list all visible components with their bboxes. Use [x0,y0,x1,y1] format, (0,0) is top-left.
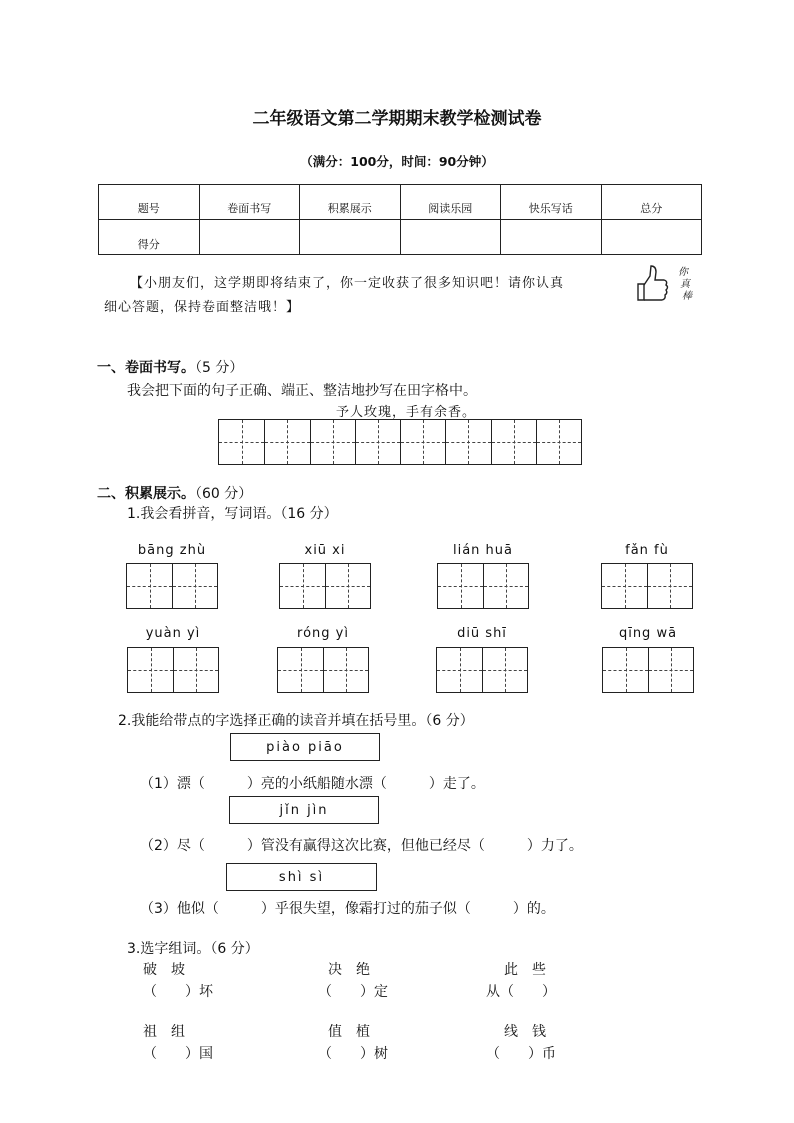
word-grid[interactable] [602,647,694,693]
char-pair: 祖 组 [143,1024,185,1040]
intro-line-1: 【小朋友们，这学期即将结束了，你一定收获了很多知识吧！请你认真 [130,276,565,291]
pinyin-label: fǎn fù [625,543,669,558]
copy-sentence: 予人玫瑰，手有余香。 [336,405,477,420]
tianzige-row[interactable] [218,419,582,465]
tianzige-cell[interactable] [445,420,490,464]
score-cell[interactable] [501,220,602,255]
tianzige-cell[interactable] [647,564,692,608]
table-header-cell: 快乐写话 [501,185,602,220]
tianzige-cell[interactable] [280,564,325,608]
table-header-cell: 阅读乐园 [400,185,501,220]
tianzige-cell[interactable] [437,648,482,692]
q2-sentence-2: （2）尽（ ）管没有赢得这次比赛，但他已经尽（ ）力了。 [140,838,583,854]
section-2-heading [97,483,252,503]
pinyin-label: xiū xi [304,543,346,558]
pronunciation-options: jǐn jìn [229,796,379,824]
score-cell[interactable] [300,220,401,255]
score-cell[interactable] [601,220,702,255]
char-pair: 此 些 [504,962,546,978]
score-table-row [99,220,702,255]
tianzige-cell[interactable] [278,648,323,692]
table-header-cell: 题号 [99,185,200,220]
tianzige-cell[interactable] [219,420,264,464]
pinyin-label: lián huā [452,543,513,558]
char-pair: 决 绝 [328,962,370,978]
tianzige-cell[interactable] [491,420,536,464]
tianzige-cell[interactable] [173,648,218,692]
fill-phrase: （ ）定 [318,984,388,1000]
table-header-cell: 积累展示 [300,185,401,220]
badge-char: 你 [678,267,688,278]
q2-sentence-3: （3）他似（ ）乎很失望，像霜打过的茄子似（ ）的。 [140,901,555,917]
word-grid[interactable] [437,563,529,609]
score-table-header-row [99,185,702,220]
badge-char: 真 [680,279,690,290]
section-1-title: 一、卷面书写。 [97,360,195,376]
score-table [98,184,702,255]
word-grid[interactable] [601,563,693,609]
section-1-heading [97,357,243,377]
section-1-instruction: 我会把下面的句子正确、端正、整洁地抄写在田字格中。 [127,383,477,399]
pinyin-label: diū shī [457,626,507,641]
tianzige-cell[interactable] [172,564,217,608]
fill-phrase: （ ）国 [143,1046,213,1062]
tianzige-cell[interactable] [310,420,355,464]
word-grid[interactable] [127,647,219,693]
q2-title: 2.我能给带点的字选择正确的读音并填在括号里。（6 分） [118,713,474,729]
tianzige-cell[interactable] [602,564,647,608]
q2-sentence-1: （1）漂（ ）亮的小纸船随水漂（ ）走了。 [140,776,485,792]
pinyin-label: yuàn yì [145,626,201,641]
char-pair: 破 坡 [143,962,185,978]
score-cell[interactable] [400,220,501,255]
page-title: 二年级语文第二学期期末教学检测试卷 [252,109,542,129]
badge-char: 棒 [682,291,692,302]
pronunciation-options: piào piāo [230,733,380,761]
pinyin-label: róng yì [297,626,349,641]
tianzige-cell[interactable] [264,420,309,464]
table-header-cell: 总分 [601,185,702,220]
tianzige-cell[interactable] [536,420,581,464]
tianzige-cell[interactable] [127,564,172,608]
tianzige-cell[interactable] [323,648,368,692]
pinyin-label: qīng wā [618,626,678,641]
tianzige-cell[interactable] [483,564,528,608]
word-grid[interactable] [279,563,371,609]
fill-phrase: （ ）币 [486,1046,556,1062]
section-1-score: （5 分） [195,360,244,376]
q3-title: 3.选字组词。（6 分） [127,941,259,957]
tianzige-cell[interactable] [603,648,648,692]
tianzige-cell[interactable] [355,420,400,464]
tianzige-cell[interactable] [482,648,527,692]
fill-phrase: 从（ ） [486,984,556,1000]
tianzige-cell[interactable] [325,564,370,608]
tianzige-cell[interactable] [400,420,445,464]
thumbs-up-icon [632,262,704,304]
q1-title: 1.我会看拼音，写词语。（16 分） [127,506,338,522]
tianzige-cell[interactable] [128,648,173,692]
section-2-title: 二、积累展示。 [97,486,195,502]
pronunciation-options: shì sì [226,863,377,891]
word-grid[interactable] [277,647,369,693]
tianzige-cell[interactable] [438,564,483,608]
word-grid[interactable] [126,563,218,609]
table-header-cell: 卷面书写 [199,185,300,220]
char-pair: 值 植 [328,1024,370,1040]
fill-phrase: （ ）树 [318,1046,388,1062]
section-2-score: （60 分） [195,486,253,502]
score-row-label: 得分 [99,220,200,255]
char-pair: 线 钱 [504,1024,546,1040]
tianzige-cell[interactable] [648,648,693,692]
score-cell[interactable] [199,220,300,255]
word-grid[interactable] [436,647,528,693]
intro-line-2: 细心答题，保持卷面整洁哦！】 [104,300,301,315]
pinyin-label: bāng zhù [137,543,207,558]
fill-phrase: （ ）坏 [143,984,213,1000]
page-subtitle: （满分：100分，时间：90分钟） [300,154,494,169]
